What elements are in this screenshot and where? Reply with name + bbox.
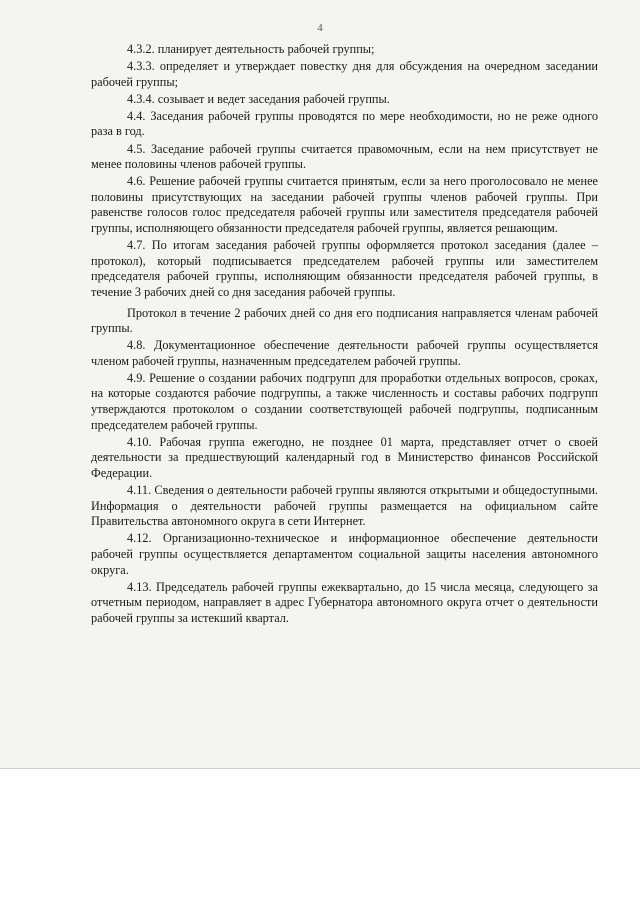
paragraph-4-8: 4.8. Документационное обеспечение деятельности рабочей группы осуществляется членом рабочей группы, назначенным председателем рабочей группы. — [91, 338, 598, 368]
paragraph-4-3-3: 4.3.3. определяет и утверждает повестку дня для обсуждения на очередном заседании рабочей группы; — [91, 59, 598, 89]
paragraph-4-3-2: 4.3.2. планирует деятельность рабочей группы; — [127, 42, 375, 56]
paragraph-4-3-4: 4.3.4. созывает и ведет заседания рабочей группы. — [127, 91, 390, 106]
paragraph-protocol: Протокол в течение 2 рабочих дней со дня его подписания направляется членам рабочей группы. — [91, 305, 598, 336]
page-number: 4 — [317, 22, 323, 34]
paragraph-4-12: 4.12. Организационно-техническое и информационное обеспечение деятельности рабочей группы осуществляется департаментом социальной защиты населения автономного округа. — [91, 531, 598, 577]
paragraph-4-13: 4.13. Председатель рабочей группы ежеквартально, до 15 числа месяца, следующего за отчетным периодом, направляет в адрес Губернатора автономного округа отчет о деятельности рабочей группы за истекший квартал. — [91, 579, 598, 625]
paragraph-4-10: 4.10. Рабочая группа ежегодно, не позднее 01 марта, представляет отчет о своей деятельности за предшествующий календарный год в Министерство финансов Российской Федерации. — [91, 434, 598, 480]
paragraph-4-6: 4.6. Решение рабочей группы считается принятым, если за него проголосовало не менее половины присутствующих на заседании рабочей группы членов рабочей группы. При равенстве голосов голос председателя рабочей группы или заместителя председателя рабочей группы, исполняющего обязанности председателя рабочей группы, является решающим. — [91, 174, 598, 236]
paragraph-4-4: 4.4. Заседания рабочей группы проводятся по мере необходимости, но не реже одного раза в год. — [91, 108, 598, 139]
paragraph-4-7: 4.7. По итогам заседания рабочей группы оформляется протокол заседания (далее – протокол), который подписывается председателем рабочей группы или заместителем председателя рабочей группы, исполняющим обязанности председателя рабочей группы, в течение 3 рабочих дней со дня заседания рабочей группы. — [91, 238, 598, 299]
document-body — [91, 42, 598, 628]
paragraph-4-5: 4.5. Заседание рабочей группы считается правомочным, если на нем присутствует не менее половины членов рабочей группы. — [91, 141, 598, 172]
paragraph-4-11: 4.11. Сведения о деятельности рабочей группы являются открытыми и общедоступными. Информация о деятельности рабочей группы размещается на официальном сайте Правительства автономного округа в сети Интернет. — [91, 483, 598, 529]
paragraph-4-9: 4.9. Решение о создании рабочих подгрупп для проработки отдельных вопросов, сроках, на которые создаются рабочие подгруппы, а также численность и составы рабочих подгрупп утверждаются протоколом о создании соответствующей рабочей подгруппы, подписанным председателем рабочей группы. — [91, 370, 598, 432]
blank-area — [0, 769, 640, 905]
